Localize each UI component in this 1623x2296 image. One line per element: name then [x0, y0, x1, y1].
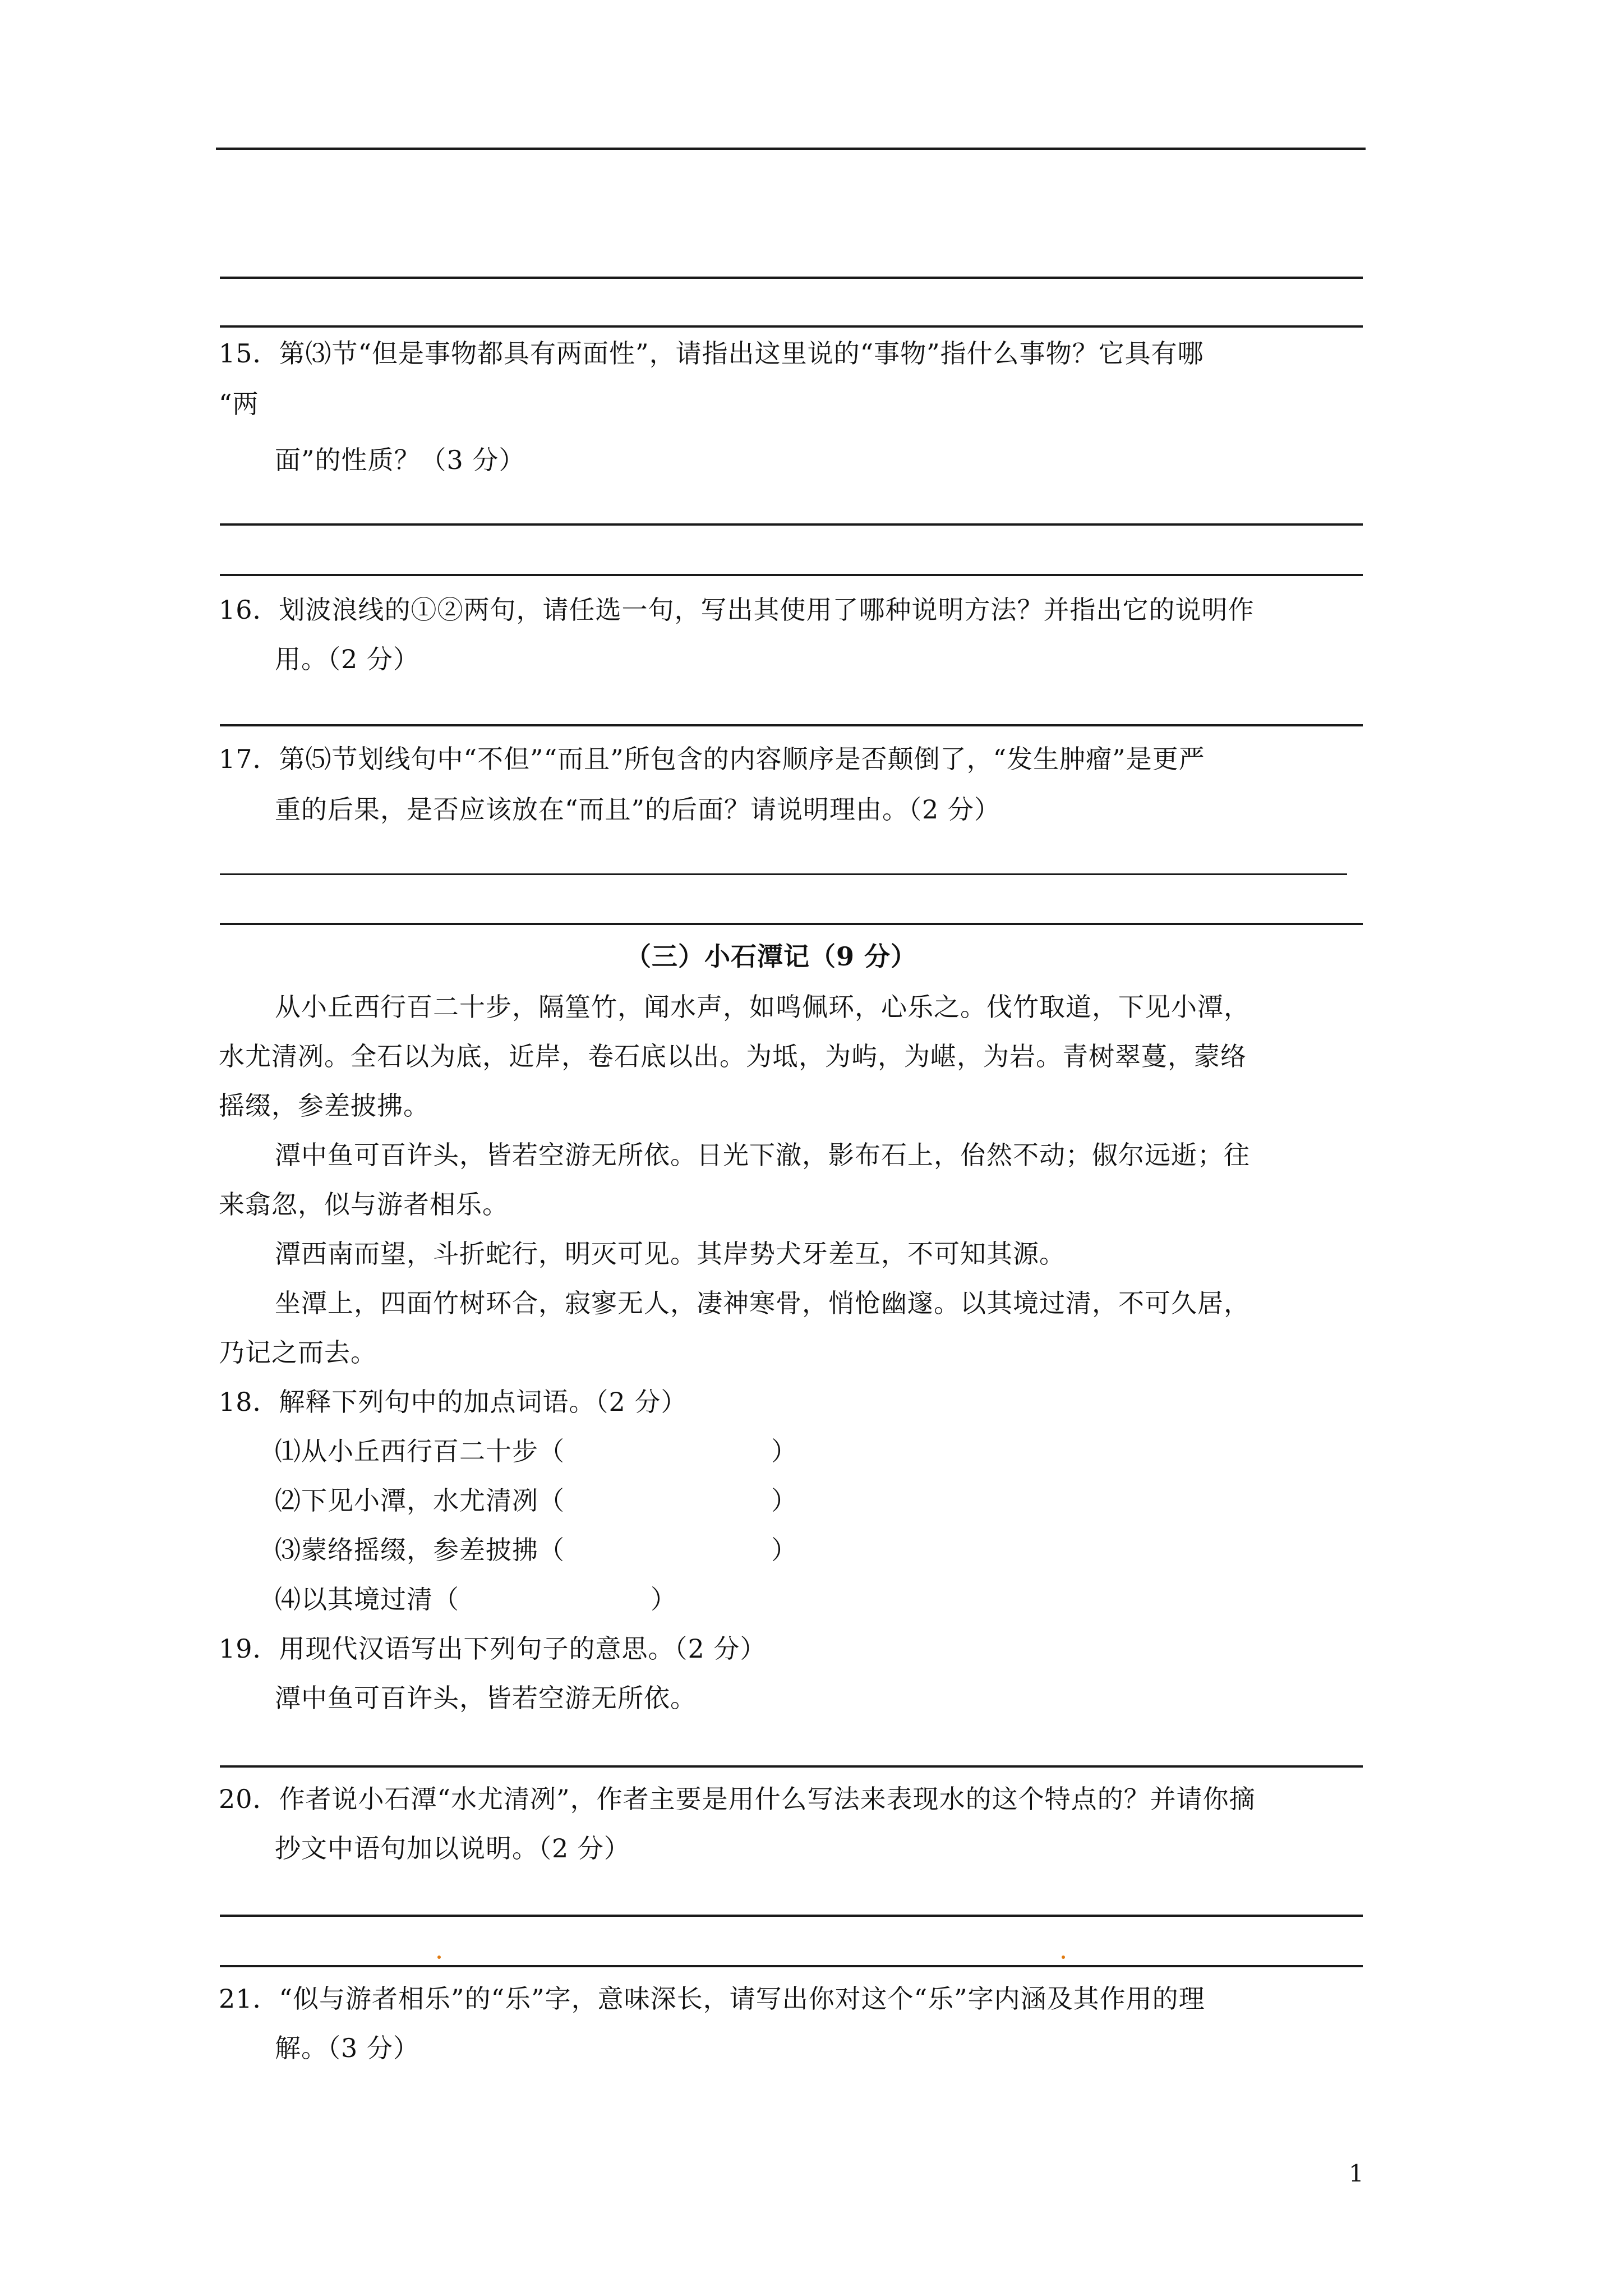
answer-line — [216, 148, 1366, 150]
section-title: （三）小石潭记（9 分） — [625, 941, 917, 972]
question-18-item-2: ⑵下见小潭，水尤清冽（ — [275, 1485, 565, 1516]
question-19-stem: 19．用现代汉语写出下列句子的意思。（2 分） — [219, 1634, 767, 1664]
question-15-line-3: 面”的性质？（3 分） — [275, 445, 525, 475]
answer-line — [220, 523, 1363, 526]
question-19-sentence: 潭中鱼可百许头，皆若空游无所依。 — [275, 1683, 697, 1713]
question-20-line-2: 抄文中语句加以说明。（2 分） — [275, 1833, 630, 1864]
answer-line — [220, 277, 1363, 279]
answer-line — [220, 873, 1347, 875]
question-18-item-3: ⑶蒙络摇缀，参差披拂（ — [275, 1535, 565, 1565]
question-21-line-2: 解。（3 分） — [275, 2033, 419, 2063]
stray-mark — [1062, 1955, 1065, 1959]
question-15-line-2: “两 — [219, 389, 259, 419]
answer-line — [220, 1965, 1363, 1967]
passage-p1-line-3: 摇缀，参差披拂。 — [219, 1091, 430, 1121]
passage-p2-line-2: 来翕忽，似与游者相乐。 — [219, 1189, 509, 1220]
question-18-item-4: ⑷以其境过清（ — [275, 1584, 459, 1614]
question-15-line-1: 15．第⑶节“但是事物都具有两面性”，请指出这里说的“事物”指什么事物？它具有哪 — [219, 338, 1204, 369]
blank-close-paren: ） — [651, 1584, 677, 1614]
blank-close-paren: ） — [771, 1485, 797, 1516]
answer-line — [220, 1915, 1363, 1917]
question-16-line-2: 用。（2 分） — [275, 644, 419, 674]
answer-line — [220, 574, 1363, 576]
question-18-stem: 18．解释下列句中的加点词语。（2 分） — [219, 1387, 688, 1417]
passage-p3-line-1: 潭西南而望，斗折蛇行，明灭可见。其岸势犬牙差互，不可知其源。 — [275, 1239, 1066, 1269]
passage-p1-line-2: 水尤清冽。全石以为底，近岸，卷石底以出。为坻，为屿，为嵁，为岩。青树翠蔓，蒙络 — [219, 1041, 1247, 1071]
passage-p2-line-1: 潭中鱼可百许头，皆若空游无所依。日光下澈，影布石上，佁然不动；俶尔远逝；往 — [275, 1140, 1250, 1170]
passage-p4-line-1: 坐潭上，四面竹树环合，寂寥无人，凄神寒骨，悄怆幽邃。以其境过清，不可久居， — [275, 1288, 1250, 1318]
blank-close-paren: ） — [771, 1436, 797, 1466]
question-17-line-1: 17．第⑸节划线句中“不但”“而且”所包含的内容顺序是否颠倒了，“发生肿瘤”是更严 — [219, 744, 1205, 774]
answer-line — [220, 1765, 1363, 1768]
passage-p1-line-1: 从小丘西行百二十步，隔篁竹，闻水声，如鸣佩环，心乐之。伐竹取道，下见小潭， — [275, 992, 1250, 1022]
question-18-item-1: ⑴从小丘西行百二十步（ — [275, 1436, 565, 1466]
page-number: 1 — [1349, 2160, 1364, 2187]
question-21-line-1: 21．“似与游者相乐”的“乐”字，意味深长，请写出你对这个“乐”字内涵及其作用的理 — [219, 1984, 1205, 2014]
question-16-line-1: 16．划波浪线的①②两句，请任选一句，写出其使用了哪种说明方法？并指出它的说明作 — [219, 595, 1255, 625]
stray-mark — [437, 1955, 441, 1959]
question-20-line-1: 20．作者说小石潭“水尤清冽”，作者主要是用什么写法来表现水的这个特点的？并请你摘 — [219, 1784, 1256, 1814]
question-17-line-2: 重的后果，是否应该放在“而且”的后面？请说明理由。（2 分） — [275, 794, 1000, 825]
passage-p4-line-2: 乃记之而去。 — [219, 1337, 377, 1368]
answer-line — [220, 325, 1363, 328]
answer-line — [220, 923, 1363, 925]
answer-line — [220, 724, 1363, 726]
blank-close-paren: ） — [771, 1535, 797, 1565]
